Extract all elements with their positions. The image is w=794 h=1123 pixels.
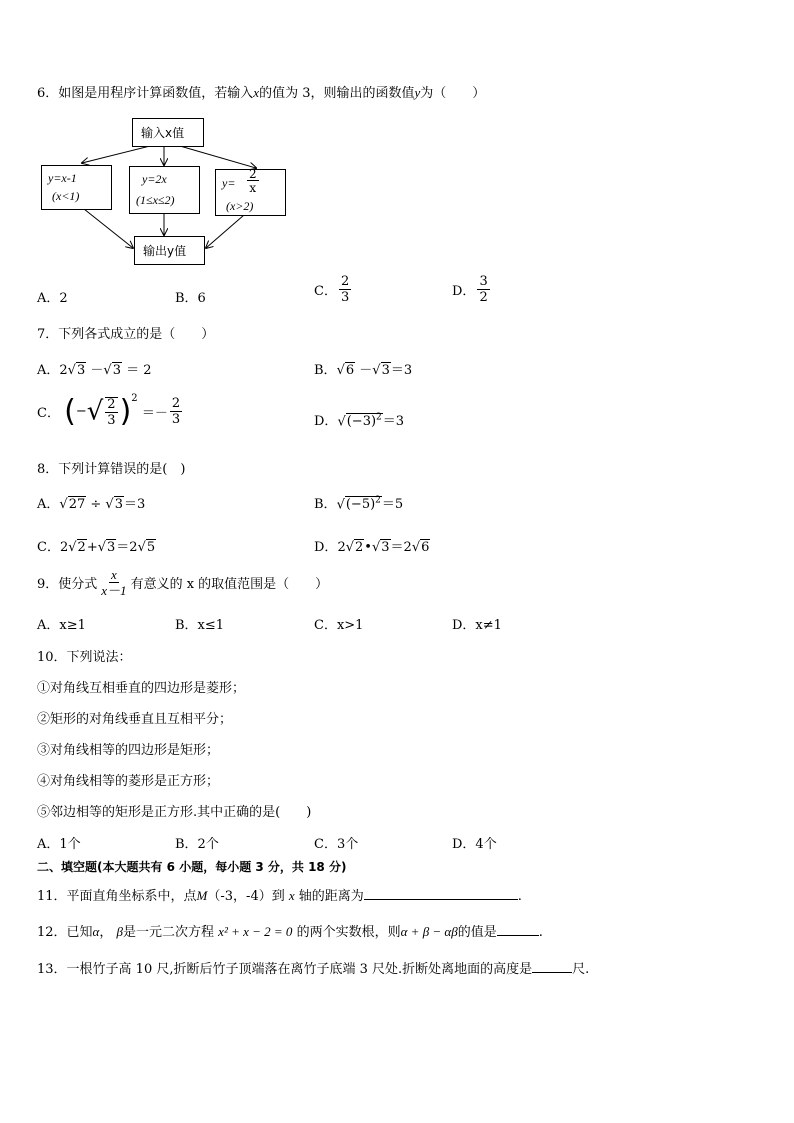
q9-option-a[interactable]: A．x≥1: [37, 618, 86, 633]
q9-option-b[interactable]: B．x≤1: [175, 618, 225, 633]
q8-stem: 8．下列计算错误的是( ): [37, 462, 186, 477]
q8-option-b[interactable]: B．$√(-5)^2=5$: [314, 495, 404, 512]
q6-option-c[interactable]: C． $\frac{2}{3}$: [314, 274, 350, 305]
q11: 11．平面直角坐标系中，点M（-3，-4）到 x 轴的距离为 .: [37, 888, 522, 904]
section-heading: 二、填空题(本大题共有 6 小题，每小题 3 分，共 18 分): [37, 860, 347, 874]
q6-option-a[interactable]: A．2: [37, 291, 68, 306]
q12-answer-blank[interactable]: [497, 935, 539, 936]
q10-statement: ④对角线相等的菱形是正方形；: [37, 774, 220, 789]
q9-option-d[interactable]: D．x≠1: [452, 618, 502, 633]
q8-option-a[interactable]: A．√27 ÷ √3＝3: [37, 497, 146, 512]
q7-option-d[interactable]: D．$√(-3)^2=3$: [314, 412, 405, 429]
q7-stem: 7．下列各式成立的是（ ）: [37, 327, 215, 342]
q10-stem: 10．下列说法：: [37, 650, 132, 665]
flow-right-box: y= 2 x (x>2): [215, 169, 286, 216]
q7-option-b[interactable]: B．√6 －√3＝3: [314, 363, 413, 378]
q10-option-c[interactable]: C．3个: [314, 837, 359, 852]
q13-answer-blank[interactable]: [532, 972, 572, 973]
q8-option-c[interactable]: C．2√2+√3＝2√5: [37, 540, 156, 555]
q10-option-d[interactable]: D．4个: [452, 837, 497, 852]
q6-option-d[interactable]: D． $\frac{3}{2}$: [452, 274, 488, 305]
q8-option-d[interactable]: D．2√2•√3＝2√6: [314, 540, 430, 555]
q10-statement: ②矩形的对角线垂直且互相平分；: [37, 712, 233, 727]
q10-statement: ③对角线相等的四边形是矩形；: [37, 743, 220, 758]
q10-statement: ⑤邻边相等的矩形是正方形.其中正确的是( ): [37, 805, 312, 820]
flow-input-box: 输入x值: [132, 118, 204, 147]
q6-option-b[interactable]: B．6: [175, 291, 206, 306]
q11-answer-blank[interactable]: [364, 899, 518, 900]
q7-option-a[interactable]: A．2√3 －√3 ＝ 2: [37, 363, 152, 378]
flowchart-arrows: [0, 0, 794, 300]
q10-option-b[interactable]: B．2个: [175, 837, 219, 852]
q7-option-c[interactable]: C． (−√ $\frac{2}{3}$ )$^2$ ＝－ $\frac{2}{3}$: [37, 393, 181, 429]
flow-left-box: y=x-1 (x<1): [41, 165, 112, 210]
q9-stem: 9．使分式 $\frac{x}{x-1}$ 有意义的 x 的取值范围是（ ）: [37, 567, 329, 598]
q6-stem: 6．如图是用程序计算函数值，若输入x的值为 3，则输出的函数值y为（ ）: [37, 85, 486, 101]
q9-option-c[interactable]: C．x>1: [314, 618, 364, 633]
flow-mid-box: y=2x (1≤x≤2): [129, 166, 200, 214]
q13: 13．一根竹子高 10 尺,折断后竹子顶端落在离竹子底端 3 尺处.折断处离地面的高度是 尺.: [37, 962, 590, 977]
q10-statement: ①对角线互相垂直的四边形是菱形；: [37, 681, 246, 696]
q10-option-a[interactable]: A．1个: [37, 837, 81, 852]
q12: 12．已知α， β是一元二次方程 x² + x − 2 = 0 的两个实数根，则α + β − αβ的值是 .: [37, 924, 543, 940]
flow-output-box: 输出y值: [134, 236, 205, 265]
